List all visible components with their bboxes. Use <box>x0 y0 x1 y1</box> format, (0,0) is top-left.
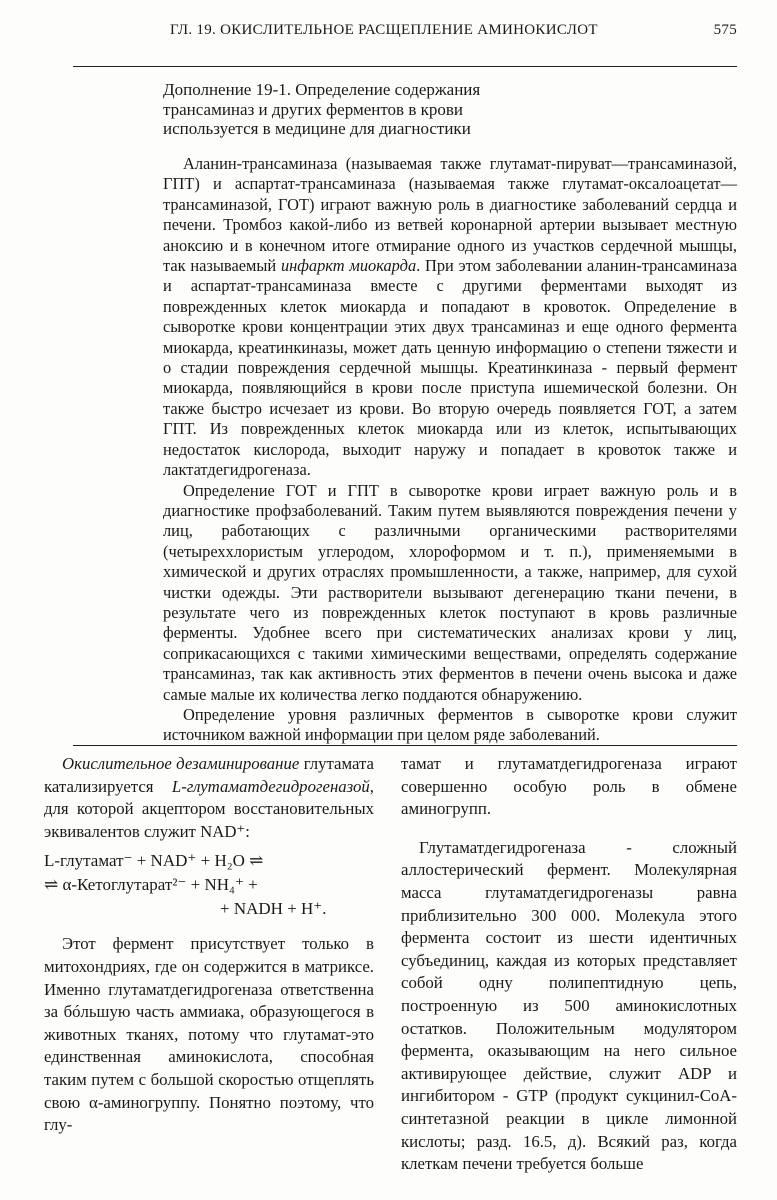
box-title-line: трансаминаз и других ферментов в крови <box>163 99 463 119</box>
left-paragraph: Этот фермент присутствует только в митохондриях, где он содержится в матриксе. Именно глутаматдегидрогеназа ответственна за бóльшую часть аммиака, образующегося в животных тканях, потому что глутамат-это единственная аминокислота, способная таким путем с большой скоростью отщеплять свою α-аминогруппу. Понятно поэтому, что глу- <box>44 934 374 1135</box>
box-paragraph: Определение ГОТ и ГПТ в сыворотке крови играет важную роль и в диагностике профзаболеваний. Таким путем выявляются повреждения печени у лиц, работающих с различными органическими растворителями (четыреххлористым углеродом, хлороформом и т. п.), применяемыми в химической и других отраслях промышленности, а также, например, для сухой чистки одежды. Эти растворители вызывают дегенерацию ткани печени, в результате чего из поврежденных клеток поступают в кровь различные ферменты. Удобнее всего при систематических анализах крови у лиц, соприкасающихся с такими химическими веществами, определять содержание трансаминаз, так как активность этих ферментов в печени очень высока и даже самые малые их количества легко поддаются обнаружению. <box>163 480 737 704</box>
chapter-title: ГЛ. 19. ОКИСЛИТЕЛЬНОЕ РАСЩЕПЛЕНИЕ АМИНОКИСЛОТ <box>170 22 598 38</box>
equation-line: + NADH + H⁺. <box>220 899 327 919</box>
box-p1-text-b: . При этом заболевании аланин-трансаминаза и аспартат-трансаминаза вместе с другими ферментами выходят из поврежденных клеток миокарда и попадают в кровоток. Определение в сыворотке крови концентрации этих двух трансаминаз и еще одного фермента миокарда, креатинкиназы, может дать ценную информацию о степени тяжести и о стадии повреждения сердечной мышцы. Креатинкиназа - первый фермент миокарда, появляющийся в крови после приступа ишемической болезни. Он также быстро исчезает из крови. Во вторую очередь появляется ГОТ, а затем ГПТ. Из поврежденных клеток миокарда или из клеток, испытывающих недостаток кислорода, выходит наружу и попадает в кровоток также и лактатдегидрогеназа. <box>163 256 737 480</box>
term-enzyme: L-глутаматдегидрогеназой <box>171 776 370 796</box>
box-body <box>163 154 737 746</box>
left-intro-text-b: , для которой акцептором восстановительных эквивалентов служит NAD⁺: <box>44 776 374 841</box>
box-p1-term: инфаркт миокарда <box>280 256 417 276</box>
box-title-line: используется в медицине для диагностики <box>163 119 471 138</box>
box-title <box>163 80 543 139</box>
box-p1-text-a: Аланин-трансаминаза (называемая также глутамат-пируват—трансаминазой, ГПТ) и аспартат-трансаминаза (называемая также глутамат-оксалоацетат—трансаминазой, ГОТ) играют важную роль в диагностике заболеваний сердца и печени. Тромбоз какой-либо из ветвей коронарной артерии вызывает местную аноксию и в конечном итоге отмирание одного из участков сердечной мышцы, так называемый <box>163 154 737 276</box>
box-bottom-rule <box>73 745 737 746</box>
left-paragraph <box>44 753 374 843</box>
paragraph-gap <box>401 821 737 837</box>
reaction-equation <box>44 849 374 921</box>
box-paragraph: Определение уровня различных ферментов в сыворотке крови служит источником важной информации при целом ряде заболеваний. <box>163 704 737 745</box>
term-oxidative-deamination: Окислительное дезаминирование <box>62 754 300 773</box>
equation-line: L-глутамат⁻ + NAD⁺ + H₂O ⇌ <box>44 851 264 871</box>
right-paragraph: Глутаматдегидрогеназа - сложный аллостерический фермент. Молекулярная масса глутаматдегидрогеназы равна приблизительно 300 000. Молекула этого фермента состоит из шести идентичных субъединиц, каждая из которых представляет собой одну полипептидную цепь, построенную из 500 аминокислотных остатков. Положительным модулятором фермента, оказывающим на него сильное активирующее действие, служит ADP и ингибитором - GTP (продукт сукцинил-CoA-синтетазной реакции в цикле лимонной кислоты; разд. 16.5, д). Всякий раз, когда клеткам печени требуется больше <box>401 837 737 1174</box>
page-number: 575 <box>713 22 737 38</box>
header-rule <box>73 66 737 67</box>
equation-line: ⇌ α-Кетоглутарат²⁻ + NH₄⁺ + <box>44 875 258 895</box>
left-column <box>44 753 374 1137</box>
left-intro-text-a: глутамата катализируется <box>44 754 374 796</box>
right-column <box>401 753 737 1176</box>
right-paragraph: тамат и глутаматдегидрогеназа играют совершенно особую роль в обмене аминогрупп. <box>401 754 737 819</box>
box-paragraph <box>163 154 737 481</box>
box-title-line: Дополнение 19-1. Определение содержания <box>163 80 481 99</box>
